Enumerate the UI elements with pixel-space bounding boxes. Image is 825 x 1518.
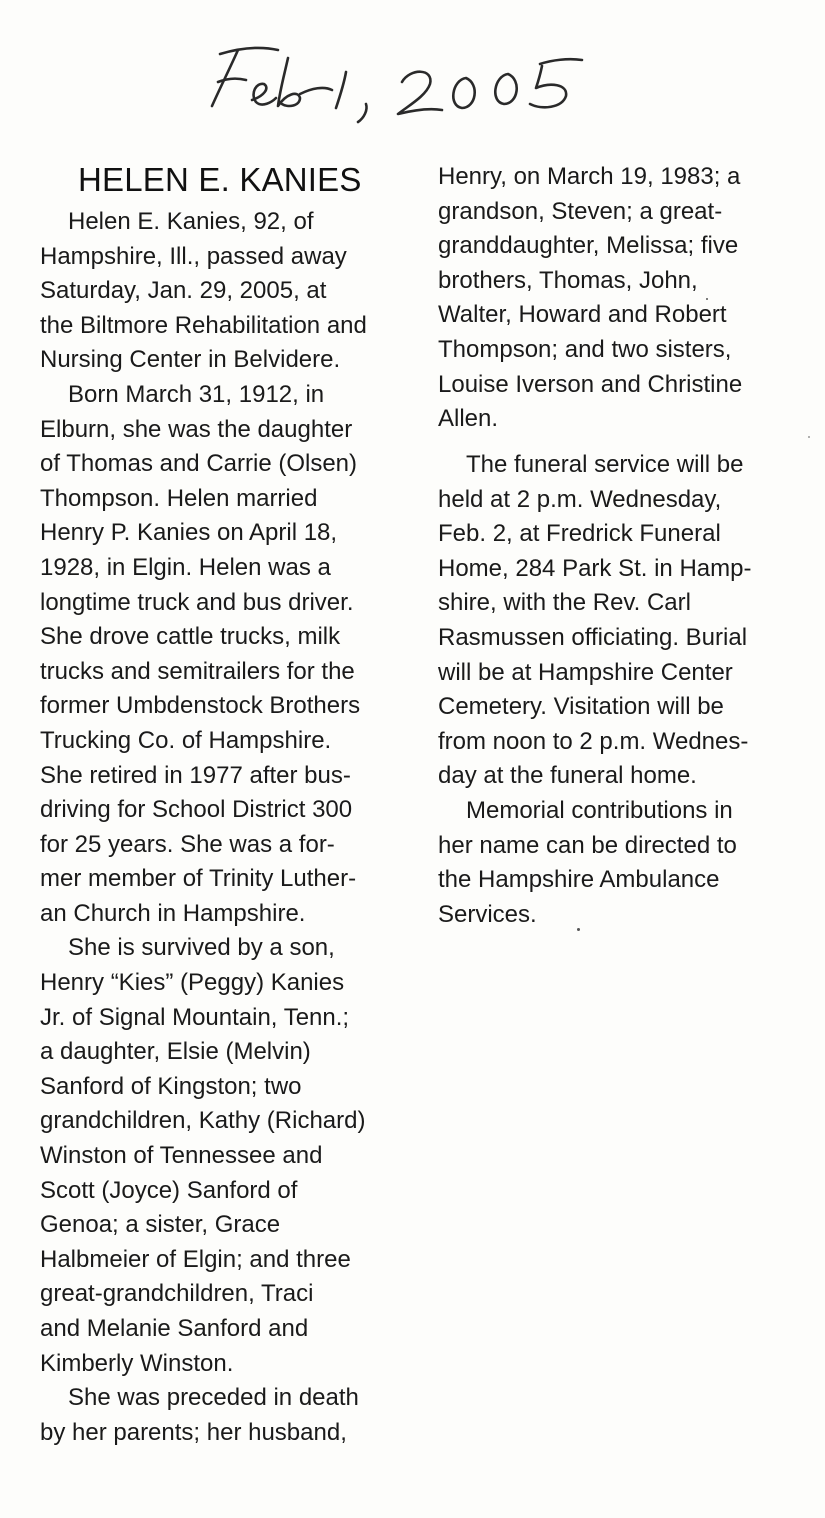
handwritten-date-ink	[190, 28, 610, 128]
scan-speck	[706, 298, 708, 300]
obituary-column-left	[40, 205, 412, 1450]
text-line: She drove cattle trucks, milk	[40, 623, 341, 651]
text-line: by her parents; her husband,	[40, 1418, 347, 1446]
text-line: Home, 284 Park St. in Hamp-	[438, 554, 752, 582]
text-line: Halbmeier of Elgin; and three	[40, 1245, 351, 1273]
scan-speck	[808, 436, 810, 438]
obituary-column-right-top	[438, 160, 810, 437]
text-line: grandchildren, Kathy (Richard)	[40, 1107, 366, 1135]
text-line: longtime truck and bus driver.	[40, 588, 354, 616]
text-line: Henry, on March 19, 1983; a	[438, 163, 741, 190]
text-line: Walter, Howard and Robert	[438, 301, 727, 329]
text-line: for 25 years. She was a for-	[40, 830, 335, 858]
text-line: her name can be directed to	[438, 831, 737, 859]
text-line: Henry P. Kanies on April 18,	[40, 519, 338, 547]
text-line: Hampshire, Ill., passed away	[40, 242, 347, 270]
text-line: Louise Iverson and Christine	[438, 370, 743, 398]
text-line: held at 2 p.m. Wednesday,	[438, 485, 722, 513]
text-line: Born March 31, 1912, in	[68, 380, 325, 408]
text-line: Jr. of Signal Mountain, Tenn.;	[40, 1003, 350, 1031]
text-line: Cemetery. Visitation will be	[438, 693, 724, 721]
text-line: trucks and semitrailers for the	[40, 657, 355, 685]
text-line: Winston of Tennessee and	[40, 1142, 323, 1170]
text-line: the Biltmore Rehabilitation and	[40, 311, 367, 339]
text-line: Allen.	[438, 405, 499, 433]
text-line: Rasmussen officiating. Burial	[438, 623, 748, 651]
text-line: a daughter, Elsie (Melvin)	[40, 1038, 311, 1066]
text-line: the Hampshire Ambulance	[438, 866, 720, 894]
text-line: Memorial contributions in	[466, 796, 733, 824]
text-line: Helen E. Kanies, 92, of	[68, 208, 314, 235]
text-line: and Melanie Sanford and	[40, 1315, 309, 1342]
text-line: She was preceded in death	[68, 1384, 359, 1412]
text-line: Nursing Center in Belvidere.	[40, 346, 341, 374]
text-line: of Thomas and Carrie (Olsen)	[40, 450, 358, 478]
handwritten-date	[190, 28, 610, 128]
text-line: Genoa; a sister, Grace	[40, 1211, 281, 1239]
text-line: former Umbdenstock Brothers	[40, 692, 361, 720]
text-line: grandson, Steven; a great-	[438, 197, 723, 225]
text-line: an Church in Hampshire.	[40, 899, 306, 927]
text-line: driving for School District 300	[40, 796, 353, 824]
text-line: Henry “Kies” (Peggy) Kanies	[40, 969, 345, 997]
text-line: granddaughter, Melissa; five	[438, 232, 739, 260]
obituary-column-right-bottom	[438, 448, 810, 932]
text-line: mer member of Trinity Luther-	[40, 865, 357, 893]
text-line: She is survived by a son,	[68, 934, 335, 962]
obituary-headline: HELEN E. KANIES	[78, 161, 362, 198]
text-line: Trucking Co. of Hampshire.	[40, 726, 332, 754]
text-line: from noon to 2 p.m. Wednes-	[438, 727, 749, 755]
text-line: Sanford of Kingston; two	[40, 1072, 302, 1100]
text-line: will be at Hampshire Center	[438, 658, 733, 686]
text-line: She retired in 1977 after bus-	[40, 761, 351, 789]
text-line: brothers, Thomas, John,	[438, 266, 698, 294]
text-line: Elburn, she was the daughter	[40, 415, 353, 443]
scan-speck	[577, 928, 580, 931]
text-line: The funeral service will be	[466, 451, 744, 478]
text-line: day at the funeral home.	[438, 762, 697, 790]
text-line: great-grandchildren, Traci	[40, 1280, 314, 1308]
text-line: Services.	[438, 900, 537, 928]
text-line: Thompson. Helen married	[40, 484, 318, 512]
text-line: 1928, in Elgin. Helen was a	[40, 553, 331, 581]
text-line: Saturday, Jan. 29, 2005, at	[40, 277, 327, 305]
text-line: shire, with the Rev. Carl	[438, 589, 691, 617]
text-line: Scott (Joyce) Sanford of	[40, 1176, 298, 1204]
text-line: Feb. 2, at Fredrick Funeral	[438, 520, 721, 548]
text-line: Thompson; and two sisters,	[438, 335, 732, 363]
text-line: Kimberly Winston.	[40, 1349, 234, 1377]
